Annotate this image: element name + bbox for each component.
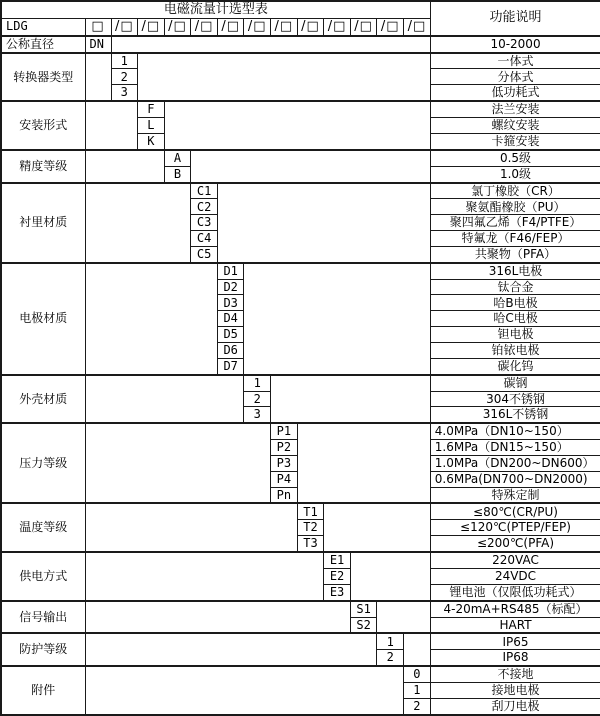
option-code: D7 (217, 358, 244, 374)
group-label-mounting: 安装形式 (1, 101, 85, 150)
option-function: 碳化钨 (430, 358, 600, 374)
option-function: HART (430, 617, 600, 633)
option-function: 共聚物（PFA） (430, 246, 600, 262)
filler-left (85, 375, 244, 424)
filler-right (191, 150, 430, 183)
model-slot-box: /□ (111, 18, 138, 36)
option-function: 特殊定制 (430, 487, 600, 503)
option-code: 3 (244, 407, 271, 423)
option-code: T2 (297, 520, 324, 536)
option-function: 1.6MPa（DN15~150） (430, 440, 600, 456)
option-code: D2 (217, 279, 244, 295)
model-slot-box: /□ (217, 18, 244, 36)
option-function: 0.6MPa(DN700~DN2000) (430, 471, 600, 487)
diameter-function: 10-2000 (430, 36, 600, 53)
option-function: 钛合金 (430, 279, 600, 295)
option-code: C2 (191, 199, 218, 215)
option-code: B (164, 166, 191, 182)
model-slot-box: /□ (244, 18, 271, 36)
option-function: 氯丁橡胶（CR） (430, 183, 600, 199)
option-function: 316L不锈钢 (430, 407, 600, 423)
option-function: 接地电极 (430, 683, 600, 699)
option-code: Pn (271, 487, 298, 503)
model-slot-box: /□ (138, 18, 165, 36)
option-code: E1 (324, 552, 351, 568)
filler-left (85, 601, 350, 634)
option-code: C5 (191, 246, 218, 262)
option-function: 分体式 (430, 69, 600, 85)
option-function: 聚四氟乙烯（F4/PTFE） (430, 215, 600, 231)
option-function: 不接地 (430, 666, 600, 682)
filler-right (271, 375, 431, 424)
filler-left (85, 53, 111, 102)
option-code: 2 (111, 69, 138, 85)
group-label-power-supply: 供电方式 (1, 552, 85, 601)
option-function: ≤200℃(PFA) (430, 536, 600, 552)
option-code: S2 (350, 617, 377, 633)
option-code: E2 (324, 568, 351, 584)
option-function: IP65 (430, 633, 600, 649)
group-label-temperature: 温度等级 (1, 503, 85, 552)
filler-right (350, 552, 430, 601)
option-function: 哈B电极 (430, 295, 600, 311)
filler-right (324, 503, 431, 552)
option-code: 1 (377, 633, 404, 649)
option-function: 304不锈钢 (430, 391, 600, 407)
model-slot-box: /□ (404, 18, 431, 36)
option-function: 刮刀电极 (430, 698, 600, 715)
group-label-pressure: 压力等级 (1, 423, 85, 503)
option-function: 1.0MPa（DN200~DN600） (430, 455, 600, 471)
option-code: L (138, 118, 165, 134)
option-function: 特氟龙（F46/FEP） (430, 231, 600, 247)
option-code: 1 (111, 53, 138, 69)
filler-right (404, 633, 431, 666)
option-code: C1 (191, 183, 218, 199)
option-code: D1 (217, 263, 244, 279)
option-function: IP68 (430, 650, 600, 666)
filler-right (244, 263, 430, 375)
filler-right (297, 423, 430, 503)
option-function: ≤120℃(PTEP/FEP) (430, 520, 600, 536)
option-code: S1 (350, 601, 377, 617)
option-code: D6 (217, 342, 244, 358)
group-label-converter-type: 转换器类型 (1, 53, 85, 102)
option-function: 卡箍安装 (430, 133, 600, 149)
option-function: 聚氨酯橡胶（PU） (430, 199, 600, 215)
model-slot-box: /□ (191, 18, 218, 36)
option-code: T1 (297, 503, 324, 519)
option-function: 1.0级 (430, 166, 600, 182)
filler-right (138, 53, 431, 102)
filler-left (85, 552, 324, 601)
filler-right (217, 183, 430, 263)
group-label-signal-output: 信号输出 (1, 601, 85, 634)
option-code: D5 (217, 327, 244, 343)
group-label-accuracy: 精度等级 (1, 150, 85, 183)
filler-right (164, 101, 430, 150)
option-function: 碳钢 (430, 375, 600, 391)
option-code: P2 (271, 440, 298, 456)
diameter-label: 公称直径 (1, 36, 85, 53)
option-code: T3 (297, 536, 324, 552)
option-function: 316L电极 (430, 263, 600, 279)
option-code: D3 (217, 295, 244, 311)
group-label-housing: 外壳材质 (1, 375, 85, 424)
option-code: P3 (271, 455, 298, 471)
diameter-code: DN (85, 36, 111, 53)
option-function: 锂电池（仅限低功耗式） (430, 584, 600, 600)
option-function: 法兰安装 (430, 101, 600, 117)
filler-left (85, 666, 404, 715)
option-code: 1 (404, 683, 431, 699)
option-function: 4-20mA+RS485（标配） (430, 601, 600, 617)
model-prefix: LDG (1, 18, 85, 36)
option-function: 钽电极 (430, 327, 600, 343)
option-code: C3 (191, 215, 218, 231)
option-function: 24VDC (430, 568, 600, 584)
model-slot-box: /□ (350, 18, 377, 36)
model-slot-box: /□ (297, 18, 324, 36)
filler-left (85, 101, 138, 150)
option-function: ≤80℃(CR/PU) (430, 503, 600, 519)
group-label-liner: 衬里材质 (1, 183, 85, 263)
filler-right (377, 601, 430, 634)
option-code: C4 (191, 231, 218, 247)
option-code: A (164, 150, 191, 166)
option-code: P1 (271, 423, 298, 439)
option-code: 2 (404, 698, 431, 715)
function-column-header: 功能说明 (430, 1, 600, 36)
option-function: 220VAC (430, 552, 600, 568)
option-function: 螺纹安装 (430, 118, 600, 134)
model-slot-box: /□ (164, 18, 191, 36)
filler-left (85, 150, 164, 183)
option-code: D4 (217, 311, 244, 327)
option-function: 4.0MPa（DN10~150） (430, 423, 600, 439)
option-code: F (138, 101, 165, 117)
diameter-filler (111, 36, 430, 53)
option-code: 0 (404, 666, 431, 682)
filler-left (85, 183, 191, 263)
option-code: 2 (244, 391, 271, 407)
model-base-box: □ (85, 18, 111, 36)
option-code: 3 (111, 85, 138, 101)
group-label-electrode: 电极材质 (1, 263, 85, 375)
table-title: 电磁流量计选型表 (1, 1, 430, 18)
group-label-accessories: 附件 (1, 666, 85, 715)
group-label-protection: 防护等级 (1, 633, 85, 666)
option-function: 低功耗式 (430, 85, 600, 101)
option-function: 0.5级 (430, 150, 600, 166)
option-code: P4 (271, 471, 298, 487)
option-function: 一体式 (430, 53, 600, 69)
filler-left (85, 423, 271, 503)
option-function: 铂铱电极 (430, 342, 600, 358)
filler-left (85, 263, 217, 375)
option-code: 2 (377, 650, 404, 666)
option-code: E3 (324, 584, 351, 600)
filler-left (85, 503, 297, 552)
model-slot-box: /□ (324, 18, 351, 36)
model-slot-box: /□ (271, 18, 298, 36)
option-code: K (138, 133, 165, 149)
filler-left (85, 633, 377, 666)
option-function: 哈C电极 (430, 311, 600, 327)
option-code: 1 (244, 375, 271, 391)
model-slot-box: /□ (377, 18, 404, 36)
